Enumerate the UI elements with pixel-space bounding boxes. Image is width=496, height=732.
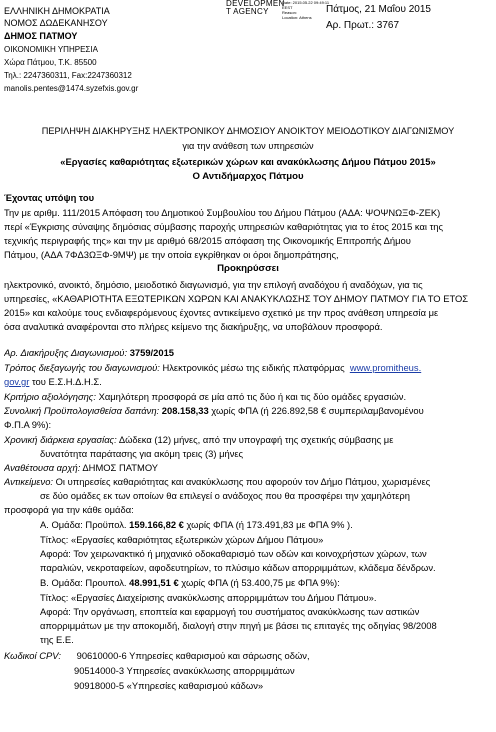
budget-label: Συνολική Προϋπολογισθείσα δαπάνη: xyxy=(4,405,160,416)
criterion-row xyxy=(4,390,490,404)
service-name: ΟΙΚΟΝΟΜΙΚΗ ΥΠΗΡΕΣΙΑ xyxy=(4,45,98,54)
header-line-republic: ΕΛΛΗΝΙΚΗ ΔΗΜΟΚΡΑΤΙΑ xyxy=(4,6,110,16)
paragraph-1-line-2: περί «Έγκρισης σύναψης δημόσιας σύμβασης παροχής υπηρεσιών καθαριότητας για το έτος 2015 και της xyxy=(4,221,444,232)
promitheus-link-part-2[interactable]: gov.gr xyxy=(4,376,30,387)
budget-rest: χωρίς ΦΠΑ (ή 226.892,58 € συμπεριλαμβανομένου xyxy=(211,405,424,416)
group-a-concern-2: παραλιών, νεκροταφείων, αφοδευτηρίων, το πλύσιμο κάδων απορριμμάτων, κλάδεμα δένδρων. xyxy=(40,562,436,573)
cpv-row-1 xyxy=(4,649,490,663)
phone-fax: Τηλ.: 2247360311, Fax:2247360312 xyxy=(4,71,132,80)
signature-date: Date: 2015.05.22 09:49:11 xyxy=(282,0,330,5)
declaration-value: 3759/2015 xyxy=(129,347,175,358)
group-a-label: Α. Ομάδα: Προϋπολ. xyxy=(40,519,127,530)
considering-heading: Έχοντας υπόψη του xyxy=(4,192,95,203)
cpv-code-1: 90610000-6 Υπηρεσίες καθαρισμού και σάρωσης οδών, xyxy=(76,650,310,661)
object-line-2: σε δύο ομάδες εκ των οποίων θα επιλεγεί ο ανάδοχος που θα προσφέρει την χαμηλότερη xyxy=(40,490,410,501)
signature-tz: EEST xyxy=(282,5,293,10)
method-label: Τρόπος διεξαγωγής του διαγωνισμού: xyxy=(4,362,160,373)
group-b-budget-row xyxy=(40,576,486,590)
title-line-3: «Εργασίες καθαριότητας εξωτερικών χώρων και ανακύκλωσης Δήμου Πάτμου 2015» xyxy=(60,156,436,167)
object-line-3: προσφορά για την κάθε ομάδα: xyxy=(4,504,134,515)
authority-label: Αναθέτουσα αρχή: xyxy=(4,462,81,473)
group-b-concern-3: της Ε.Ε. xyxy=(40,634,74,645)
object-row xyxy=(4,475,490,489)
group-b-rest: χωρίς ΦΠΑ (ή 53.400,75 με ΦΠΑ 9%): xyxy=(181,577,340,588)
group-b-concern-1: Αφορά: Την οργάνωση, εποπτεία και εφαρμογή του συστήματος ανακύκλωσης των αστικών xyxy=(40,606,420,617)
signature-reason: Reason: xyxy=(282,10,297,15)
object-line-1: Οι υπηρεσίες καθαριότητας και ανακύκλωσης που αφορούν τον Δήμο Πάτμου, χωρισμένες xyxy=(55,476,431,487)
paragraph-1-line-3: τεχνικής περιγραφής της» και την με αριθμό 68/2015 απόφαση της Οικονομικής Επιτροπής Δήμου xyxy=(4,235,411,246)
header-block xyxy=(4,5,138,95)
duration-value: Δώδεκα (12) μήνες, από την υπογραφή της σχετικής σύμβασης με xyxy=(118,434,394,445)
address: Χώρα Πάτμου, Τ.Κ. 85500 xyxy=(4,58,97,67)
paragraph-1-line-1: Την με αριθμ. 111/2015 Απόφαση του Δημοτικού Συμβουλίου του Δήμου Πάτμου (ΑΔΑ: ΨΟΨΝΩΞΦ-ΖΕΚ) xyxy=(4,207,441,218)
method-tail: του Ε.Σ.Η.Δ.Η.Σ. xyxy=(31,376,102,387)
group-a-rest: χωρίς ΦΠΑ (ή 173.491,83 με ΦΠΑ 9% ). xyxy=(186,519,353,530)
signature-line-1: DEVELOPMEN xyxy=(226,0,285,8)
criterion-label: Κριτήριο αξιολόγησης: xyxy=(4,391,96,402)
group-a-amount: 159.166,82 € xyxy=(129,519,184,530)
group-a-budget-row xyxy=(40,518,486,532)
paragraph-2-line-3: 2015» και καλούμε τους ενδιαφερόμενους έχοντες αντικείμενο σχετικό με την προς ανάθεση υπηρεσία με xyxy=(4,307,439,318)
method-value: Ηλεκτρονικός μέσω της ειδικής πλατφόρμας xyxy=(162,362,345,373)
object-label: Αντικείμενο: xyxy=(4,476,54,487)
paragraph-2-line-4: όσα αναλυτικά αναφέρονται στο πλήρες κείμενο της διακήρυξης, να υποβάλουν προσφορά. xyxy=(4,321,383,332)
title-line-1: ΠΕΡΙΛΗΨΗ ΔΙΑΚΗΡΥΞΗΣ ΗΛΕΚΤΡΟΝΙΚΟΥ ΔΗΜΟΣΙΟΥ ΑΝΟΙΚΤΟΥ ΜΕΙΟΔΟΤΙΚΟΥ ΔΙΑΓΩΝΙΣΜΟΥ xyxy=(41,126,455,136)
method-row xyxy=(4,361,490,375)
criterion-value: Χαμηλότερη προσφορά σε μία από τις δύο ή και τις δύο ομάδες εργασιών. xyxy=(98,391,407,402)
email: manolis.pentes@1474.syzefxis.gov.gr xyxy=(4,84,139,93)
group-b-amount: 48.991,51 € xyxy=(129,577,179,588)
paragraph-2-line-1: ηλεκτρονικό, ανοικτό, δημόσιο, μειοδοτικό διαγωνισμό, για την επιλογή αναδόχου ή αναδόχων, για τις xyxy=(4,279,423,290)
announces-heading: Προκηρύσσει xyxy=(217,263,279,274)
paragraph-1-line-4: Πάτμου, (ΑΔΑ 7ΦΔ3ΩΞΦ-9ΜΨ) με την οποία εγκρίθηκαν οι όροι δημοπράτησης, xyxy=(4,249,339,260)
signature-location: Location: Athens xyxy=(282,15,312,20)
document-date: Πάτμος, 21 Μαΐου 2015 xyxy=(326,4,431,15)
group-a-title: Τίτλος: «Εργασίες καθαριότητας εξωτερικών χώρων Δήμου Πάτμου» xyxy=(40,534,324,545)
header-line-prefecture: ΝΟΜΟΣ ΔΩΔΕΚΑΝΗΣΟΥ xyxy=(4,18,108,28)
duration-value-2: δυνατότητα παράτασης για ακόμη τρεις (3) μήνες xyxy=(40,448,244,459)
duration-label: Χρονική διάρκεια εργασίας: xyxy=(4,434,117,445)
group-b-label: Β. Ομάδα: Προυπολ. xyxy=(40,577,127,588)
signature-details xyxy=(282,0,329,20)
budget-row xyxy=(4,404,490,418)
title-line-4: Ο Αντιδήμαρχος Πάτμου xyxy=(192,171,304,182)
authority-row xyxy=(4,461,490,475)
declaration-number-row xyxy=(4,346,490,360)
cpv-code-3: 90918000-5 «Υπηρεσίες καθαρισμού κάδων» xyxy=(74,680,264,691)
protocol-number: Αρ. Πρωτ.: 3767 xyxy=(326,20,400,31)
declaration-label: Αρ. Διακήρυξης Διαγωνισμού: xyxy=(4,347,128,358)
cpv-label: Κωδικοί CPV: xyxy=(4,650,61,661)
title-line-2: για την ανάθεση των υπηρεσιών xyxy=(182,141,314,151)
group-b-concern-2: απορριμμάτων με την αποκομιδή, διαλογή στην πηγή με βάσει τις επιταγές της οδηγίας 98/2008 xyxy=(40,620,437,631)
group-a-concern-1: Αφορά: Τον χειρωνακτικό ή μηχανικό οδοκαθαρισμό των οδών και κοινοχρήστων χώρων, των xyxy=(40,548,427,559)
authority-value: ΔΗΜΟΣ ΠΑΤΜΟΥ xyxy=(82,462,159,473)
group-b-title: Τίτλος: «Εργασίες Διαχείρισης ανακύκλωσης απορριμμάτων του Δήμου Πάτμου». xyxy=(40,592,377,603)
budget-rest-2: Φ.Π.Α 9%): xyxy=(4,419,52,430)
signature-line-2: T AGENCY xyxy=(226,7,269,16)
cpv-code-2: 90514000-3 Υπηρεσίες ανακύκλωσης απορριμμάτων xyxy=(74,665,295,676)
date-block xyxy=(326,3,431,32)
budget-value: 208.158,33 xyxy=(161,405,209,416)
promitheus-link-part-1[interactable]: www.promitheus. xyxy=(349,362,422,373)
paragraph-2-line-2: υπηρεσίες, «ΚΑΘΑΡΙΟΤΗΤΑ ΕΞΩΤΕΡΙΚΩΝ ΧΩΡΩΝ ΚΑΙ ΑΝΑΚΥΚΛΩΣΗΣ ΤΟΥ ΔΗΜΟΥ ΠΑΤΜΟΥ ΓΙΑ ΤΟ ΕΤΟΣ xyxy=(4,293,469,304)
municipality-name: ΔΗΜΟΣ ΠΑΤΜΟΥ xyxy=(4,31,78,41)
method-row-2 xyxy=(4,375,490,389)
duration-row xyxy=(4,433,490,447)
